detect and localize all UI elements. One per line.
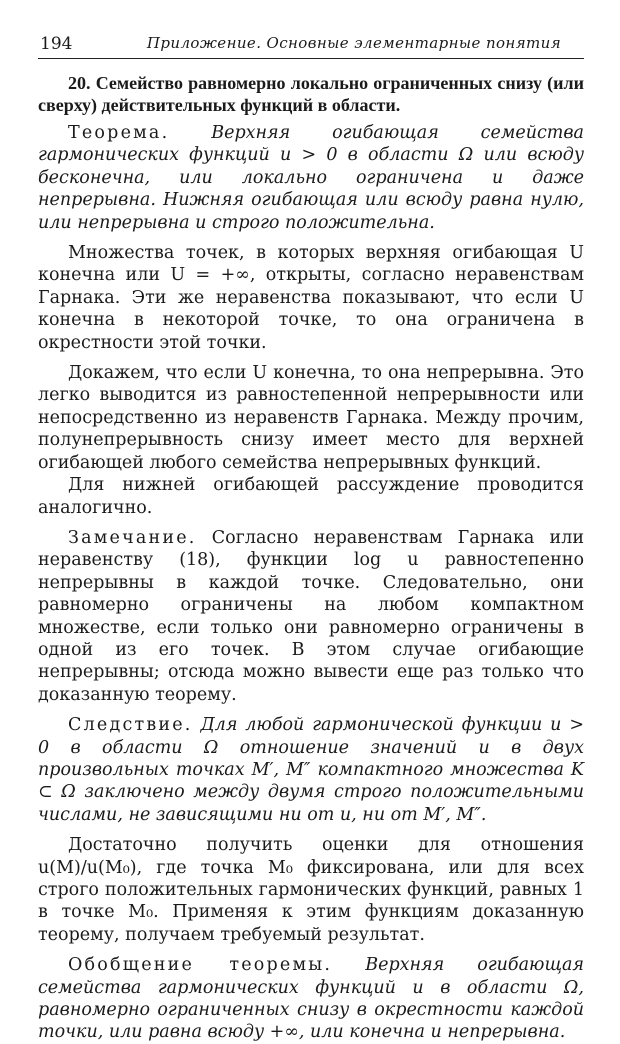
generalization-label: Обобщение теоремы. [68,955,333,976]
page-number: 194 [40,34,73,54]
proof-paragraph: Достаточно получить оценки для отношения u(M)/u(M₀), где точка M₀ фиксирована, или для всех строго положительных гармонических функций, равных 1 в точке M₀. Применяя к этим функциям доказанную теорему, получаем требуемый результат. [38,835,584,945]
remark-paragraph [38,527,584,706]
page-content [38,72,584,1044]
section-title: 20. Семейство равномерно локально ограниченных снизу (или сверху) действительных функций в области. [38,73,584,115]
remark-text: Согласно неравенствам Гарнака или неравенству (18), функции log u равностепенно непрерывны в каждой точке. Следовательно, они равномерно ограничены на любом компактном множестве, если только они равномерно ограничены в одной из его точек. В этом случае огибающие непрерывны; отсюда можно вывести еще раз только что доказанную теорему. [38,527,584,705]
generalization-text: Верхняя огибающая семейства гармонических функций u в области Ω, равномерно ограниченных снизу в окрестности каждой точки, или равна всюду +∞, или конечна и непрерывна. [38,955,584,1043]
body-paragraph: Докажем, что если U конечна, то она непрерывна. Это легко выводится из равностепенной непрерывности или непосредственно из неравенств Гарнака. Между прочим, полунепрерывность снизу имеет место для верхней огибающей любого семейства непрерывных функций. [38,363,584,473]
running-title: Приложение. Основные элементарные понятия [146,34,562,52]
body-paragraph: Для нижней огибающей рассуждение проводится аналогично. [38,475,584,518]
theorem-label: Теорема. [68,123,170,143]
theorem-text: Верхняя огибающая семейства гармонических функций u > 0 в области Ω или всюду бесконечна, или локально ограничена и даже непрерывна. Нижняя огибающая или всюду равна нулю, или непрерывна и строго положительна. [38,123,584,233]
remark-label: Замечание. [68,527,197,548]
theorem-paragraph [38,122,584,234]
generalization-paragraph [38,954,584,1044]
corollary-text: Для любой гармонической функции u > 0 в области Ω отношение значений u в двух произвольных точках M′, M″ компактного множества K ⊂ Ω заключено между двумя строго положительными числами, не зависящими ни от u, ни от M′, M″. [38,715,584,825]
running-header [38,28,584,59]
corollary-label: Следствие. [68,715,193,736]
corollary-paragraph [38,714,584,826]
body-paragraph: Множества точек, в которых верхняя огибающая U конечна или U = +∞, открыты, согласно неравенствам Гарнака. Эти же неравенства показывают, что если U конечна в некоторой точке, то она ограничена в окрестности этой точки. [38,243,584,353]
